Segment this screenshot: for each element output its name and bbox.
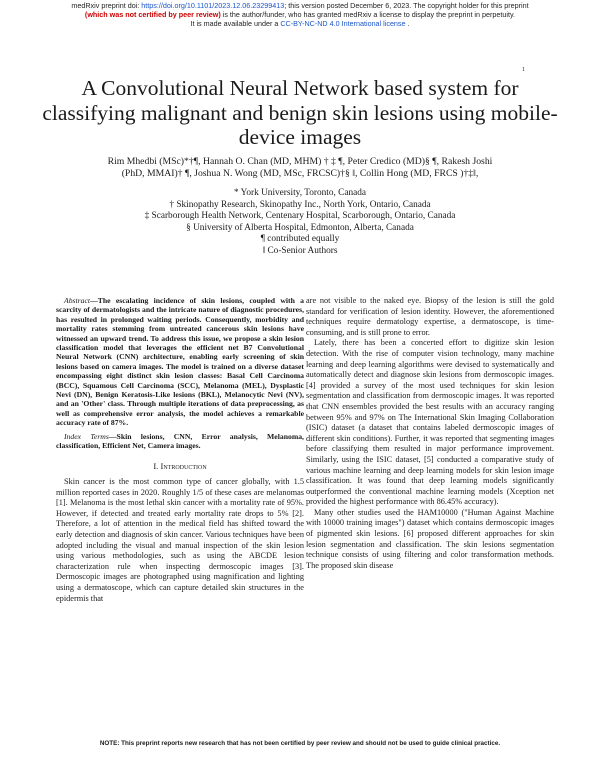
abstract [56,296,304,428]
banner-line-1: medRxiv preprint doi: https://doi.org/10.1101/2023.12.06.23299413; this version posted December 6, 2023. The copyright holder for this preprint [71,1,529,10]
banner-line-3: It is made available under a CC-BY-NC-ND 4.0 International license . [190,18,410,28]
doi-link[interactable]: https://doi.org/10.1101/2023.12.06.23299413 [141,1,285,10]
affiliation-line: § University of Alberta Hospital, Edmonton, Alberta, Canada [186,222,414,233]
index-terms [56,432,304,451]
abstract-text: —The escalating incidence of skin lesions, coupled with a scarcity of dermatologists and the intricate nature of diagnostic procedures, has resulted in prolonged waiting periods. Consequently, morbidity and mortality rates stemming from untreated cancerous skin lesions have witnessed an upward trend. To address this issue, we propose a skin lesion classification model that leverages the efficient net B7 Convolutional Neural Network (CNN) architecture, enabling early screening of skin lesions based on camera images. The model is trained on a diverse dataset encompassing eight distinct skin lesion classes: Basal Cell Carcinoma (BCC), Squamous Cell Carcinoma (SCC), Melanoma (MEL), Dysplastic Nevi (DN), Benign Keratosis-Like lesions (BKL), Melanocytic Nevi (NV), and an 'Other' class. Through multiple iterations of data preprocessing, as well as comprehensive error analysis, the model achieves a remarkable accuracy rate of 87%. [56,296,304,428]
license-link[interactable]: CC-BY-NC-ND 4.0 International license [280,18,406,28]
section-heading-introduction: I. Introduction [153,460,207,471]
affiliation-line: ¶ contributed equally [260,234,340,245]
paragraph: Many other studies used the HAM10000 ("Human Against Machine with 10000 training images") dataset which contains dermoscopic images of pigmented skin lesions. [6] proposed different approaches for skin lesion segmentation and classification. The skin lesions segmentation technique consists of using filtering and color transformation methods. The proposed skin disease [306,507,554,570]
paper-title: A Convolutional Neural Network based system for classifying malignant and benign skin lesions using mobile-device images [42,76,558,149]
index-terms-text: —Skin lesions, CNN, Error analysis, Melanoma, classification, Efficient Net, Camera images. [56,431,304,451]
paragraph: Skin cancer is the most common type of cancer globally, with 1.5 million reported cases in 2020. Roughly 1/5 of these cases are melanomas [1]. Melanoma is the most lethal skin cancer with a mortality rate of 95%. However, if detected and treated early mortality rate drops to 5% [2]. Therefore, a lot of attention in the medical field has shifted toward the early detection and diagnosis of skin cancer. Various techniques have been adopted including the visual and manual inspection of the skin lesion using various methodologies, such as using the ABCDE lesion characterization rule when inspecting dermoscopic images [3]. Dermoscopic images are photographed using magnification and lighting using a dermatoscope, which can capture detailed skin structures in the epidermis that [56,477,304,603]
affiliation-line: ‡ Scarborough Health Network, Centenary Hospital, Scarborough, Ontario, Canada [144,211,456,222]
affiliations [60,188,540,258]
affiliation-line: † Skinopathy Research, Skinopathy Inc., North York, Ontario, Canada [169,199,431,210]
left-column [56,296,304,604]
author-list [40,156,560,179]
right-column [306,296,554,571]
author-line-1: Rim Mhedbi (MSc)*†¶, Hannah O. Chan (MD, MHM) † ‡ ¶, Peter Credico (MD)§ ¶, Rakesh Joshi [107,156,493,167]
index-terms-label: Index Terms [64,431,109,441]
page-number: 1 [522,67,525,73]
paragraph: are not visible to the naked eye. Biopsy of the lesion is still the gold standard for verification of lesion identity. However, the aforementioned techniques require dermatology expertise, a dermatoscope, is time-consuming, and is still prone to error. [306,296,554,337]
abstract-label: Abstract [64,296,91,305]
peer-review-warning: (which was not certified by peer review) [84,9,221,19]
banner-line-2: (which was not certified by peer review) is the author/funder, who has granted medRxiv a license to display the preprint in perpetuity. [84,9,516,19]
affiliation-line: ‖ Co-Senior Authors [262,245,338,256]
preprint-banner [0,2,600,28]
preprint-footer-note: NOTE: This preprint reports new research that has not been certified by peer review and should not be used to guide clinical practice. [99,740,501,747]
affiliation-line: * York University, Toronto, Canada [233,188,367,198]
author-line-2: (PhD, MMAI)† ¶, Joshua N. Wong (MD, MSc, FRCSC)†§ ‖, Collin Hong (MD, FRCS )†‡‖, [121,167,479,179]
paragraph: Lately, there has been a concerted effort to digitize skin lesion detection. With the rise of computer vision technology, many machine learning and deep learning algorithms were devised to systematically and automatically detect and diagnose skin lesions from dermoscopic images. [4] provided a survey of the most used techniques for skin lesion segmentation and classification from dermoscopic images. It was reported that CNN ensembles provided the best results with an accuracy ranging between 95% and 97% on The International Skin Imaging Collaboration (ISIC) dataset (a dataset that contains labeled dermoscopic images of different skin conditions). Further, it was reported that segmenting images before classifying them resulted in major performance improvement. Similarly, using the ISIC dataset, [5] conducted a comparative study of various machine learning and deep learning models for skin lesion image classification. It was found that deep learning models significantly outperformed the conventional machine learning models (Xception net provided the highest performance with 86.45% accuracy). [306,338,554,507]
